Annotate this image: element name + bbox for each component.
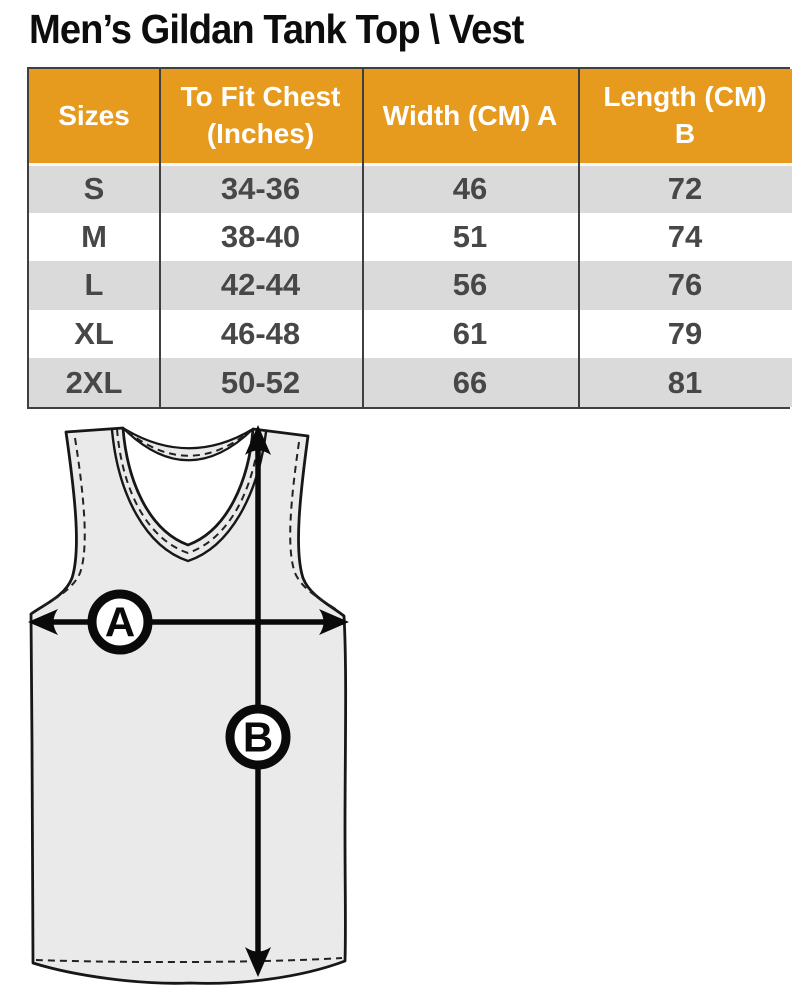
size-table xyxy=(29,69,792,407)
header-line: B xyxy=(674,117,696,149)
width-cell: 51 xyxy=(362,213,578,262)
size-table-container xyxy=(27,67,790,409)
length-cell: 76 xyxy=(578,261,792,310)
table-column-divider xyxy=(159,69,161,407)
table-column-divider xyxy=(362,69,364,407)
size-cell: XL xyxy=(29,310,159,359)
col-header-width xyxy=(362,69,578,164)
table-row xyxy=(29,213,792,262)
size-cell: M xyxy=(29,213,159,262)
width-label: A xyxy=(104,598,136,646)
width-cell: 56 xyxy=(362,261,578,310)
table-row xyxy=(29,164,792,213)
table-column-divider xyxy=(578,69,580,407)
col-header-chest xyxy=(159,69,362,164)
tank-top-body xyxy=(31,428,346,983)
width-cell: 66 xyxy=(362,358,578,407)
length-cell: 81 xyxy=(578,358,792,407)
header-line: (Inches) xyxy=(206,117,315,149)
size-cell: 2XL xyxy=(29,358,159,407)
chest-cell: 34-36 xyxy=(159,164,362,213)
chest-cell: 42-44 xyxy=(159,261,362,310)
chest-cell: 46-48 xyxy=(159,310,362,359)
length-cell: 79 xyxy=(578,310,792,359)
chest-cell: 50-52 xyxy=(159,358,362,407)
size-cell: S xyxy=(29,164,159,213)
width-cell: 61 xyxy=(362,310,578,359)
col-header-length xyxy=(578,69,792,164)
page-title: Men’s Gildan Tank Top \ Vest xyxy=(29,6,524,52)
header-line: To Fit Chest xyxy=(180,81,341,113)
header-line: Sizes xyxy=(58,99,130,131)
col-header-sizes xyxy=(29,69,159,164)
header-line: Length (CM) xyxy=(603,81,767,113)
width-cell: 46 xyxy=(362,164,578,213)
size-cell: L xyxy=(29,261,159,310)
tank-top-measurement-diagram xyxy=(0,410,400,1000)
chest-cell: 38-40 xyxy=(159,213,362,262)
length-cell: 74 xyxy=(578,213,792,262)
back-neck-band xyxy=(123,428,253,460)
table-row xyxy=(29,261,792,310)
length-label: B xyxy=(242,713,274,761)
header-line: Width (CM) A xyxy=(382,99,558,131)
length-cell: 72 xyxy=(578,164,792,213)
table-row xyxy=(29,358,792,407)
table-row xyxy=(29,310,792,359)
header-row xyxy=(29,69,792,164)
